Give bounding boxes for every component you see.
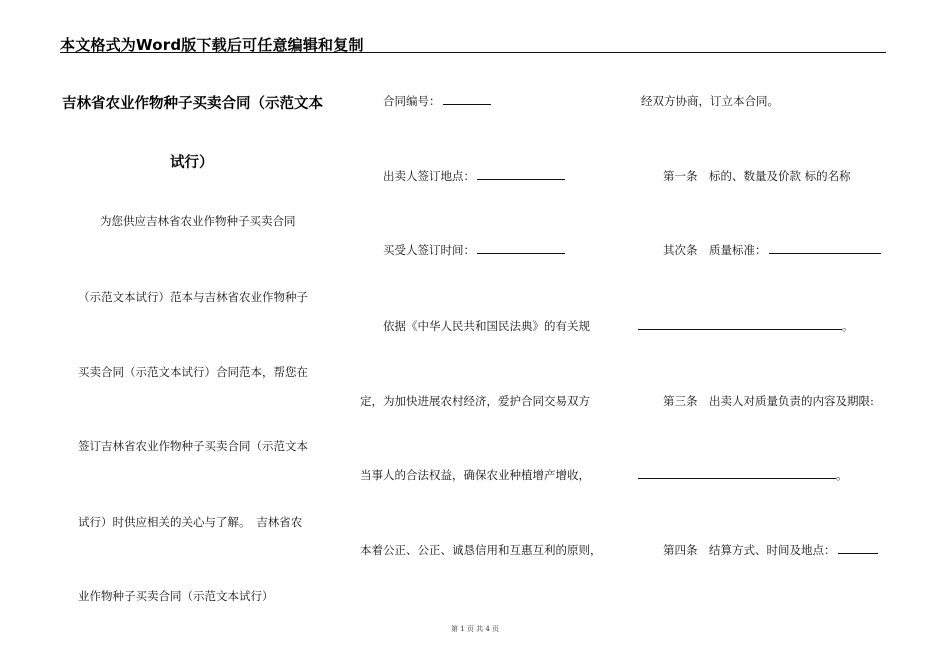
intro-line-1: 为您供应吉林省农业作物种子买卖合同 <box>100 214 296 228</box>
agreement-line: 经双方协商，订立本合同。 <box>641 94 779 108</box>
intro-line-2: （示范文本试行）范本与吉林省农业作物种子 <box>78 290 308 304</box>
article-2-continuation <box>638 318 854 334</box>
article-2-row <box>663 242 881 258</box>
basis-line-4: 本着公正、公正、诚恳信用和互惠互利的原则， <box>360 543 602 557</box>
basis-line-2: 定，为加快进展农村经济，爱护合同交易双方 <box>360 394 590 408</box>
article-3: 第三条 出卖人对质量负责的内容及期限: <box>663 394 874 408</box>
basis-line-1: 依据《中华人民共和国民法典》的有关规 <box>383 319 590 333</box>
seller-place-blank[interactable] <box>477 169 565 180</box>
seller-place-label: 出卖人签订地点： <box>383 169 475 183</box>
article-1: 第一条 标的、数量及价款 标的名称 <box>663 169 851 183</box>
header-rule <box>60 52 886 53</box>
contract-title-line1: 吉林省农业作物种子买卖合同（示范文本 <box>62 96 323 112</box>
quality-liability-blank[interactable] <box>638 468 836 479</box>
contract-number-blank[interactable] <box>443 94 491 105</box>
contract-title-line2: 试行） <box>170 155 214 171</box>
quality-standard-blank-2[interactable] <box>638 319 842 330</box>
intro-line-5: 试行）时供应相关的关心与了解。 吉林省农 <box>78 515 303 529</box>
intro-line-4: 签订吉林省农业作物种子买卖合同（示范文本 <box>78 439 308 453</box>
article-3-period: 。 <box>836 468 848 482</box>
article-2-label: 其次条 质量标准： <box>663 243 767 257</box>
buyer-time-row <box>383 242 565 258</box>
page-footer: 第 1 页 共 4 页 <box>450 625 500 633</box>
document-header: 本文格式为Word版下载后可任意编辑和复制 <box>60 36 364 54</box>
article-3-continuation <box>638 467 848 483</box>
article-2-period: 。 <box>842 319 854 333</box>
basis-line-3: 当事人的合法权益，确保农业种植增产增收， <box>360 468 590 482</box>
contract-number-label: 合同编号： <box>383 94 441 108</box>
intro-line-6: 业作物种子买卖合同（示范文本试行） <box>78 589 274 603</box>
seller-place-row <box>383 168 565 184</box>
contract-number-row <box>383 93 491 109</box>
article-4-row <box>663 542 878 558</box>
buyer-time-blank[interactable] <box>477 243 565 254</box>
intro-line-3: 买卖合同（示范文本试行）合同范本，帮您在 <box>78 365 308 379</box>
settlement-blank[interactable] <box>838 543 878 554</box>
quality-standard-blank[interactable] <box>769 243 881 254</box>
buyer-time-label: 买受人签订时间： <box>383 243 475 257</box>
article-4-label: 第四条 结算方式、时间及地点： <box>663 543 836 557</box>
